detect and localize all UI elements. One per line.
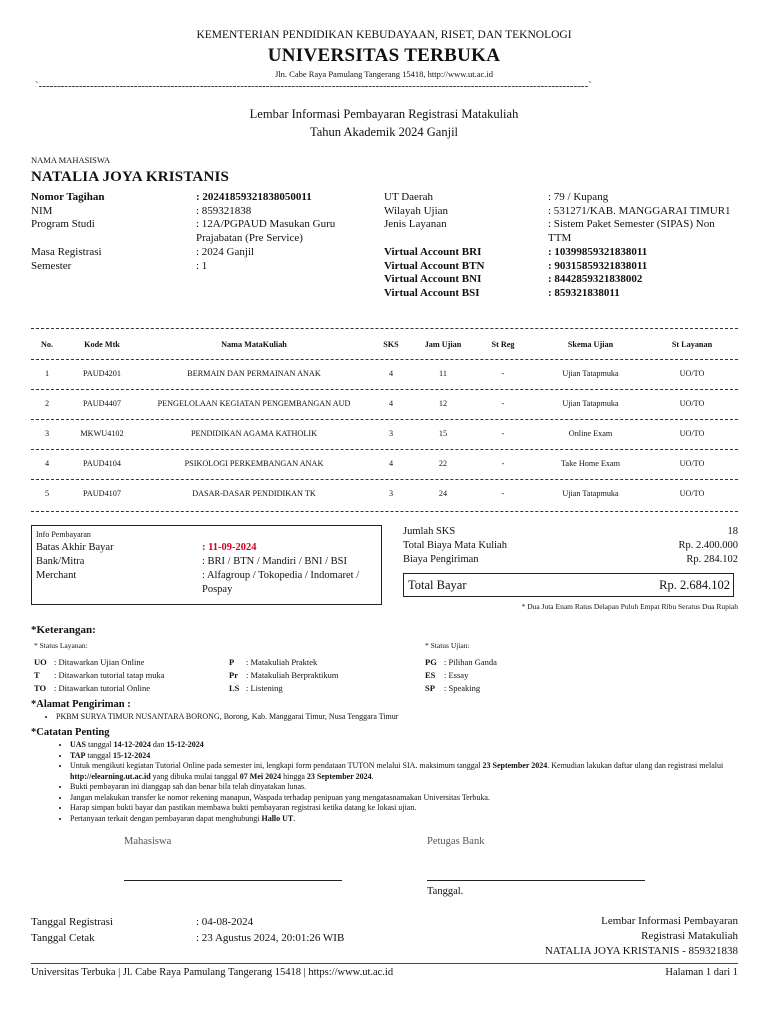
merchant-value: : Alfagroup / Tokopedia / Indomaret / Pospay bbox=[202, 570, 360, 595]
legend-item bbox=[229, 656, 419, 669]
col-reg-status: St Reg bbox=[491, 339, 515, 349]
total-pay-box bbox=[403, 573, 734, 597]
program-label: Program Studi bbox=[31, 218, 95, 231]
student-signature-label: Mahasiswa bbox=[124, 836, 172, 847]
cell-sks: 4 bbox=[388, 398, 394, 408]
invoice-value: : 20241859321838050011 bbox=[196, 191, 312, 203]
tap-prefix: TAP bbox=[70, 750, 86, 760]
exam-status-title: * Status Ujian: bbox=[425, 641, 470, 650]
cell-exam-scheme: Online Exam bbox=[568, 428, 613, 438]
registration-label: Masa Registrasi bbox=[31, 245, 102, 258]
document-title-block bbox=[0, 105, 768, 141]
legend-text: : Matakuliah Berpraktikum bbox=[246, 670, 339, 680]
tutorial-text: . Kemudian lakukan daftar ulang dan registrasi melalui bbox=[547, 761, 724, 770]
student-signature-line bbox=[124, 880, 342, 881]
cell-code: PAUD4201 bbox=[83, 368, 121, 378]
row-divider bbox=[31, 389, 738, 390]
uas-date-1: 14-12-2024 bbox=[113, 740, 151, 749]
hallo-ut: Hallo UT bbox=[261, 813, 294, 823]
merchant-row bbox=[36, 569, 376, 597]
legend-text: : Pilihan Ganda bbox=[444, 657, 497, 667]
footer-summary-line: Registrasi Matakuliah bbox=[641, 930, 738, 942]
cell-code: PAUD4104 bbox=[83, 458, 121, 468]
bank-signature-label: Petugas Bank bbox=[427, 836, 485, 847]
reg-date-row bbox=[31, 914, 391, 930]
cell-course-name: PENGELOLAAN KEGIATAN PENGEMBANGAN AUD bbox=[157, 398, 351, 408]
question-end: . bbox=[293, 813, 296, 823]
col-no: No. bbox=[40, 339, 54, 349]
cell-code: PAUD4407 bbox=[83, 398, 121, 408]
reg-date-value: : 04-08-2024 bbox=[196, 916, 254, 928]
va-bni-value: : 8442859321838002 bbox=[548, 273, 643, 286]
total-pay-value: Rp. 2.684.102 bbox=[659, 577, 730, 592]
info-row-va-btn bbox=[384, 260, 738, 274]
info-row-ut-region bbox=[384, 191, 738, 205]
legend-item bbox=[425, 682, 625, 695]
academic-year: Tahun Akademik 2024 Ganjil bbox=[309, 125, 459, 139]
cell-sks: 3 bbox=[388, 428, 394, 438]
university-name: UNIVERSITAS TERBUKA bbox=[267, 45, 501, 66]
va-bni-label: Virtual Account BNI bbox=[384, 273, 482, 286]
nim-label: NIM bbox=[31, 204, 53, 217]
cell-code: PAUD4107 bbox=[83, 488, 121, 498]
legend-code: ES bbox=[425, 670, 436, 680]
cell-exam-time: 12 bbox=[438, 398, 448, 408]
deadline-label: Batas Akhir Bayar bbox=[36, 542, 114, 553]
university-address: Jln. Cabe Raya Pamulang Tangerang 15418, http://www.ut.ac.id bbox=[274, 69, 493, 79]
invoice-label: Nomor Tagihan bbox=[31, 191, 105, 203]
header-separator: `------------------------------------------------------------------------------------------------------------------------------------------------------` bbox=[35, 80, 592, 92]
shipping-value: Rp. 284.102 bbox=[686, 554, 738, 565]
row-divider bbox=[31, 479, 738, 480]
legend-text: : Ditawarkan Ujian Online bbox=[54, 657, 145, 667]
col-exam-scheme: Skema Ujian bbox=[567, 339, 614, 349]
cell-exam-scheme: Ujian Tatapmuka bbox=[562, 368, 619, 378]
footer-summary-line: Lembar Informasi Pembayaran bbox=[601, 915, 738, 927]
va-bsi-label: Virtual Account BSI bbox=[384, 286, 480, 299]
info-row-registration bbox=[31, 246, 371, 260]
legend-code: T bbox=[34, 670, 40, 680]
cell-service-status: UO/TO bbox=[679, 368, 705, 378]
student-name: NATALIA JOYA KRISTANIS bbox=[31, 169, 230, 185]
info-row-va-bri bbox=[384, 246, 738, 260]
program-value: : 12A/PGPAUD Masukan Guru Prajabatan (Pre Service) bbox=[196, 218, 336, 245]
note-uas bbox=[70, 740, 744, 751]
col-sks: SKS bbox=[383, 339, 399, 349]
legend-text: : Essay bbox=[444, 670, 469, 680]
course-cost-row bbox=[403, 539, 738, 553]
legend-item bbox=[425, 669, 625, 682]
info-row-exam-area bbox=[384, 205, 738, 219]
info-row-va-bni bbox=[384, 273, 738, 287]
print-date-row bbox=[31, 930, 391, 946]
student-info-right bbox=[384, 191, 738, 301]
service-type-label: Jenis Layanan bbox=[384, 218, 447, 231]
registration-value: : 2024 Ganjil bbox=[196, 245, 255, 258]
course-cost-label: Total Biaya Mata Kuliah bbox=[403, 540, 507, 551]
reg-date-label: Tanggal Registrasi bbox=[31, 916, 114, 928]
legend-item bbox=[229, 669, 419, 682]
total-in-words: * Dua Juta Enam Ratus Delapan Puluh Empat Ribu Seratus Dua Rupiah bbox=[521, 602, 738, 611]
col-code: Kode Mtk bbox=[84, 339, 120, 349]
col-course-name: Nama MataKuliah bbox=[221, 339, 287, 349]
cell-exam-time: 15 bbox=[438, 428, 448, 438]
cell-no: 1 bbox=[44, 368, 50, 378]
shipping-address-list bbox=[40, 712, 740, 723]
notes-title: *Keterangan: bbox=[31, 624, 96, 636]
service-legend bbox=[34, 656, 224, 695]
legend-text: : Matakuliah Praktek bbox=[246, 657, 318, 667]
footer-divider bbox=[31, 963, 738, 964]
cell-no: 4 bbox=[44, 458, 50, 468]
uas-text: tanggal bbox=[86, 740, 114, 749]
tap-text: tanggal bbox=[85, 750, 113, 760]
col-service-status: St Layanan bbox=[671, 339, 713, 349]
bank-label: Bank/Mitra bbox=[36, 556, 85, 567]
payment-info-rows bbox=[36, 541, 376, 597]
course-type-legend bbox=[229, 656, 419, 695]
cell-course-name: PSIKOLOGI PERKEMBANGAN ANAK bbox=[184, 458, 324, 468]
exam-area-label: Wilayah Ujian bbox=[384, 204, 449, 217]
tutorial-text: . bbox=[371, 771, 374, 781]
legend-code: LS bbox=[229, 683, 240, 693]
cell-exam-scheme: Take Home Exam bbox=[561, 458, 620, 468]
totals-block bbox=[403, 525, 738, 567]
cell-sks: 3 bbox=[388, 488, 394, 498]
question-text: Pertanyaan terkait dengan pembayaran dapat menghubungi bbox=[70, 813, 262, 823]
nim-value: : 859321838 bbox=[196, 204, 252, 217]
page-number: Halaman 1 dari 1 bbox=[665, 967, 738, 978]
document-title: Lembar Informasi Pembayaran Registrasi Matakuliah bbox=[249, 107, 519, 121]
table-row bbox=[31, 358, 738, 388]
cell-reg-status: - bbox=[501, 368, 505, 378]
course-cost-value: Rp. 2.400.000 bbox=[678, 540, 738, 551]
uas-date-2: 15-12-2024 bbox=[166, 740, 204, 749]
tutorial-date: 07 Mei 2024 bbox=[239, 771, 282, 781]
cell-service-status: UO/TO bbox=[679, 488, 705, 498]
legend-text: : Ditawarkan tutorial Online bbox=[54, 683, 151, 693]
semester-label: Semester bbox=[31, 259, 72, 272]
merchant-label: Merchant bbox=[36, 570, 77, 581]
print-date-value: : 23 Agustus 2024, 20:01:26 WIB bbox=[196, 932, 345, 944]
payment-info-box bbox=[31, 525, 382, 605]
shipping-label: Biaya Pengiriman bbox=[403, 554, 479, 565]
tutorial-text: hingga bbox=[281, 771, 307, 781]
signature-date-label: Tanggal. bbox=[427, 886, 464, 897]
cell-course-name: BERMAIN DAN PERMAINAN ANAK bbox=[187, 368, 321, 378]
student-name-label: NAMA MAHASISWA bbox=[31, 155, 111, 165]
legend-item bbox=[34, 669, 224, 682]
cell-code: MKWU4102 bbox=[80, 428, 124, 438]
payment-info-title: Info Pembayaran bbox=[36, 530, 91, 539]
va-btn-value: : 90315859321838011 bbox=[548, 259, 648, 272]
cell-reg-status: - bbox=[501, 398, 505, 408]
info-row-nim bbox=[31, 205, 371, 219]
col-exam-time: Jam Ujian bbox=[424, 339, 462, 349]
cell-reg-status: - bbox=[501, 488, 505, 498]
uas-text: dan bbox=[150, 740, 167, 749]
note-question bbox=[70, 814, 744, 825]
info-row-va-bsi bbox=[384, 287, 738, 301]
table-row bbox=[31, 418, 738, 448]
tutorial-text: yang dibuka mulai tanggal bbox=[150, 771, 240, 781]
cell-course-name: PENDIDIKAN AGAMA KATHOLIK bbox=[191, 428, 317, 438]
legend-text: : Listening bbox=[246, 683, 283, 693]
semester-value: : 1 bbox=[196, 259, 208, 272]
va-bri-value: : 10399859321838011 bbox=[548, 245, 648, 258]
legend-item bbox=[229, 682, 419, 695]
legend-item bbox=[34, 656, 224, 669]
shipping-row bbox=[403, 553, 738, 567]
course-table-header bbox=[31, 330, 738, 358]
info-row-program bbox=[31, 218, 371, 245]
important-notes-list bbox=[54, 740, 744, 824]
ut-region-label: UT Daerah bbox=[384, 191, 433, 203]
shipping-address: • PKBM SURYA TIMUR NUSANTARA BORONG, Borong, Kab. Manggarai Timur, Nusa Tenggara Timur bbox=[56, 712, 740, 723]
note-transfer: • Jangan melakukan transfer ke nomor rekening manapun, Waspada terhadap penipuan yang mengatasnamakan Universitas Terbuka. bbox=[70, 793, 744, 804]
table-row bbox=[31, 478, 738, 508]
legend-code: SP bbox=[425, 683, 435, 693]
sks-row bbox=[403, 525, 738, 539]
student-info-left bbox=[31, 191, 371, 273]
footer-summary bbox=[430, 914, 738, 959]
important-notes-title: *Catatan Penting bbox=[31, 727, 110, 738]
info-row-service-type bbox=[384, 218, 738, 245]
va-btn-label: Virtual Account BTN bbox=[384, 259, 485, 272]
cell-course-name: DASAR-DASAR PENDIDIKAN TK bbox=[192, 488, 316, 498]
table-row bbox=[31, 448, 738, 478]
cell-no: 5 bbox=[44, 488, 50, 498]
cell-exam-time: 22 bbox=[438, 458, 448, 468]
cell-exam-scheme: Ujian Tatapmuka bbox=[562, 488, 619, 498]
cell-service-status: UO/TO bbox=[679, 398, 705, 408]
tap-date: 15-12-2024 bbox=[112, 750, 151, 760]
elearning-link[interactable]: http://elearning.ut.ac.id bbox=[70, 771, 151, 781]
deadline-row bbox=[36, 541, 376, 555]
print-date-label: Tanggal Cetak bbox=[31, 932, 95, 944]
table-top-divider bbox=[31, 328, 738, 329]
shipping-address-title: *Alamat Pengiriman : bbox=[31, 699, 131, 710]
legend-item bbox=[34, 682, 224, 695]
legend-text: : Ditawarkan tutorial tatap muka bbox=[54, 670, 165, 680]
cell-exam-time: 11 bbox=[439, 368, 447, 378]
table-bottom-divider bbox=[31, 511, 738, 512]
cell-no: 3 bbox=[44, 428, 50, 438]
legend-item bbox=[425, 656, 625, 669]
sks-value: 18 bbox=[727, 526, 738, 537]
note-proof: • Bukti pembayaran ini dianggap sah dan benar bila telah dinyatakan lunas. bbox=[70, 782, 744, 793]
total-pay-label: Total Bayar bbox=[408, 577, 467, 592]
service-type-value: : Sistem Paket Semester (SIPAS) Non TTM bbox=[548, 218, 715, 245]
cell-reg-status: - bbox=[501, 428, 505, 438]
bank-signature-line bbox=[427, 880, 645, 881]
row-divider bbox=[31, 419, 738, 420]
va-bsi-value: : 859321838011 bbox=[548, 286, 620, 299]
footer-summary-line: NATALIA JOYA KRISTANIS - 859321838 bbox=[544, 945, 738, 957]
note-tutorial bbox=[70, 761, 744, 782]
legend-code: TO bbox=[34, 683, 47, 693]
legend-code: UO bbox=[34, 657, 47, 667]
cell-no: 2 bbox=[44, 398, 50, 408]
shipping-address-block bbox=[40, 712, 740, 723]
legend-code: P bbox=[229, 657, 235, 667]
row-divider bbox=[31, 449, 738, 450]
footer-address: Universitas Terbuka | Jl. Cabe Raya Pamulang Tangerang 15418 | https://www.ut.ac.id bbox=[31, 967, 394, 978]
cell-sks: 4 bbox=[388, 458, 394, 468]
note-tap bbox=[70, 751, 744, 762]
cell-exam-time: 24 bbox=[438, 488, 448, 498]
tutorial-date: 23 September 2024 bbox=[306, 771, 372, 781]
uas-prefix: UAS bbox=[70, 740, 87, 749]
service-status-title: * Status Layanan: bbox=[34, 641, 88, 650]
important-notes-block bbox=[54, 740, 744, 824]
note-keep: • Harap simpan bukti bayar dan pastikan membawa bukti pembayaran registrasi ketika datang ke lokasi ujian. bbox=[70, 803, 744, 814]
cell-exam-scheme: Ujian Tatapmuka bbox=[562, 398, 619, 408]
tutorial-text: Untuk mengikuti kegiatan Tutorial Online pada semester ini, lengkapi form pendataan TUTON melalui SIA. maksimum tanggal bbox=[70, 761, 483, 770]
legend-code: PG bbox=[425, 657, 437, 667]
sks-label: Jumlah SKS bbox=[403, 526, 456, 537]
table-header-divider bbox=[31, 359, 738, 360]
cell-service-status: UO/TO bbox=[679, 458, 705, 468]
exam-legend bbox=[425, 656, 625, 695]
cell-sks: 4 bbox=[388, 368, 394, 378]
bank-value: : BRI / BTN / Mandiri / BNI / BSI bbox=[202, 556, 347, 567]
va-bri-label: Virtual Account BRI bbox=[384, 245, 482, 258]
bank-row bbox=[36, 555, 376, 569]
footer-dates bbox=[31, 914, 391, 946]
table-row bbox=[31, 388, 738, 418]
tutorial-date: 23 September 2024 bbox=[482, 761, 548, 770]
cell-service-status: UO/TO bbox=[679, 428, 705, 438]
info-row-invoice bbox=[31, 191, 371, 205]
exam-area-value: : 531271/KAB. MANGGARAI TIMUR1 bbox=[548, 204, 731, 217]
deadline-value: : 11-09-2024 bbox=[202, 542, 257, 553]
cell-reg-status: - bbox=[501, 458, 505, 468]
ut-region-value: : 79 / Kupang bbox=[548, 191, 609, 203]
legend-code: Pr bbox=[229, 670, 238, 680]
legend-text: : Speaking bbox=[444, 683, 481, 693]
ministry-name: KEMENTERIAN PENDIDIKAN KEBUDAYAAN, RISET, DAN TEKNOLOGI bbox=[196, 29, 572, 41]
info-row-semester bbox=[31, 260, 371, 274]
